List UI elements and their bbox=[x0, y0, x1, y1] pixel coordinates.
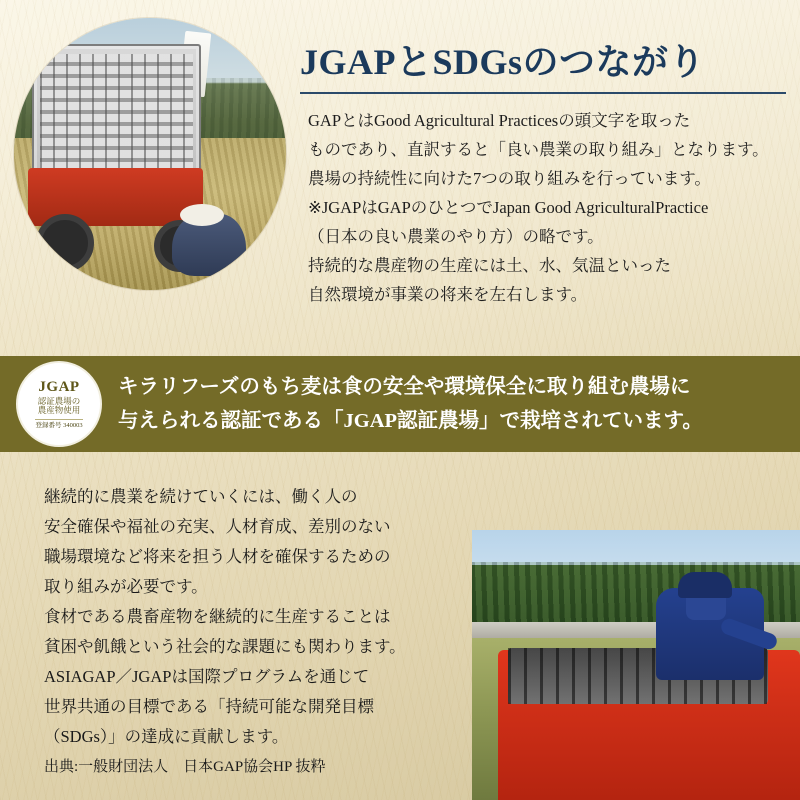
section3-source: 出典:一般財団法人 日本GAP協会HP 抜粋 bbox=[44, 759, 326, 775]
jgap-certification-band bbox=[0, 356, 800, 452]
section1-line-1: GAPとはGood Agricultural Practicesの頭文字を取った bbox=[308, 111, 691, 130]
section3-line-2: 安全確保や福祉の充実、人材育成、差別のない bbox=[44, 517, 391, 536]
photo-farmer-hat bbox=[180, 204, 224, 226]
section3-line-7: ASIAGAP／JGAPは国際プログラムを通じて bbox=[44, 667, 370, 686]
combine-operator-photo bbox=[472, 530, 800, 800]
section3-line-9: （SDGs）」の達成に貢献します。 bbox=[44, 727, 289, 746]
section1-line-6: 持続的な農産物の生産には土、水、気温といった bbox=[308, 256, 671, 275]
section-jgap-sdgs bbox=[0, 0, 800, 352]
section3-line-6: 貧困や飢餓という社会的な課題にも関わります。 bbox=[44, 637, 406, 656]
band-text bbox=[118, 370, 703, 438]
jgap-badge-number: 登録番号 340003 bbox=[35, 419, 82, 429]
section1-title: JGAPとSDGsのつながり bbox=[300, 42, 706, 82]
jgap-badge-sub2: 農産物使用 bbox=[37, 405, 81, 416]
section1-title-underline bbox=[300, 92, 786, 94]
jgap-badge-sub1: 認証農場の bbox=[37, 395, 81, 406]
band-line-1: キラリフーズのもち麦は食の安全や環境保全に取り組む農場に bbox=[118, 376, 691, 398]
jgap-badge-title: JGAP bbox=[38, 379, 80, 396]
section1-line-2: ものであり、直訳すると「良い農業の取り組み」となります。 bbox=[308, 140, 769, 159]
section1-body bbox=[308, 106, 790, 309]
section1-line-3: 農場の持続性に向けた7つの取り組みを行っています。 bbox=[308, 169, 711, 188]
band-line-2: 与えられる認証である「JGAP認証農場」で栽培されています。 bbox=[118, 410, 703, 432]
section3-line-5: 食材である農畜産物を継続的に生産することは bbox=[44, 607, 391, 626]
jgap-badge-icon bbox=[16, 361, 102, 447]
harvester-photo-circle bbox=[14, 18, 286, 290]
section3-line-4: 取り組みが必要です。 bbox=[44, 577, 208, 596]
section3-line-1: 継続的に農業を続けていくには、働く人の bbox=[44, 487, 358, 506]
section1-line-7: 自然環境が事業の将来を左右します。 bbox=[308, 285, 588, 304]
section3-line-8: 世界共通の目標である「持続可能な開発目標 bbox=[44, 697, 374, 716]
photo-harvester-wheel-left bbox=[36, 214, 94, 272]
section-sustainability bbox=[0, 456, 800, 800]
section1-line-5: （日本の良い農業のやり方）の略です。 bbox=[308, 227, 604, 246]
section3-line-3: 職場環境など将来を担う人材を確保するための bbox=[44, 547, 391, 566]
section3-body bbox=[44, 482, 474, 782]
section1-line-4: ※JGAPはGAPのひとつでJapan Good AgriculturalPractice bbox=[308, 198, 709, 217]
photo2-operator-cap bbox=[678, 572, 732, 598]
